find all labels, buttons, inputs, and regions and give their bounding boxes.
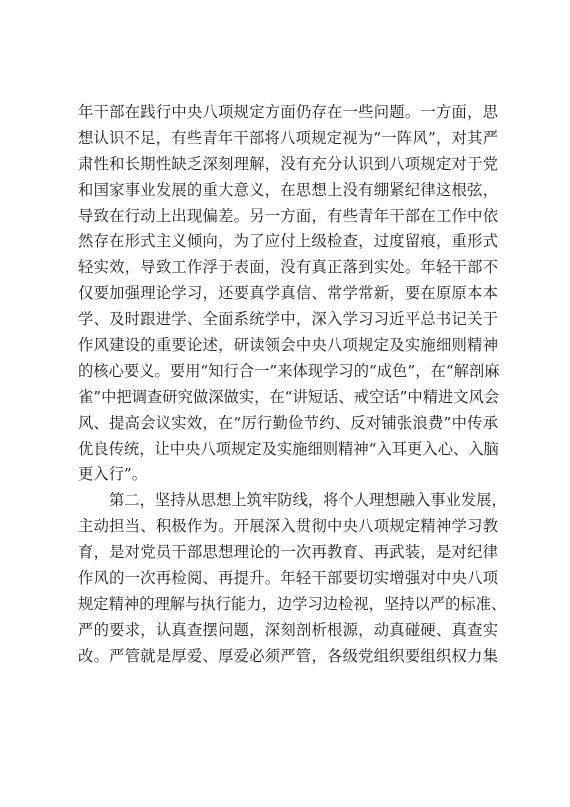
text-line: 第二，坚持从思想上筑牢防线，将个人理想融入事业发展，: [109, 491, 507, 510]
text-line: 肃性和长期性缺乏深刻理解，没有充分认识到八项规定对于党: [78, 154, 498, 173]
text-line: 学、及时跟进学、全面系统学中，深入学习习近平总书记关于: [78, 310, 498, 329]
text-line: 风、提高会议实效，在“厉行勤俭节约、反对铺张浪费”中传承: [78, 413, 498, 432]
text-line: 育，是对党员干部思想理论的一次再教育、再武装，是对纪律: [78, 543, 498, 562]
text-line: 的核心要义。要用“知行合一”来体现学习的“成色”，在“解剖麻: [78, 361, 500, 380]
text-line: 轻实效，导致工作浮于表面，没有真正落到实处。年轻干部不: [78, 258, 498, 277]
text-line: 改。严管就是厚爱、厚爱必须严管，各级党组织要组织权力集: [78, 646, 498, 665]
text-line: 仅要加强理论学习，还要真学真信、常学常新，要在原原本本: [78, 284, 498, 303]
text-line: 然存在形式主义倾向，为了应付上级检查，过度留痕，重形式: [78, 232, 498, 251]
text-line: 更入行”。: [78, 465, 148, 484]
text-line: 雀”中把调查研究做深做实，在“讲短话、戒空话”中精进文风会: [78, 387, 500, 406]
text-line: 严的要求，认真查摆问题，深刻剖析根源，动真碰硬、真查实: [78, 620, 498, 639]
text-line: 想认识不足，有些青年干部将八项规定视为“一阵风”，对其严: [78, 128, 498, 147]
body-text: [78, 100, 507, 670]
text-line: 规定精神的理解与执行能力，边学习边检视，坚持以严的标准、: [78, 594, 507, 613]
text-line: 作风建设的重要论述，研读领会中央八项规定及实施细则精神: [78, 336, 498, 355]
text-line: 主动担当、积极作为。开展深入贯彻中央八项规定精神学习教: [78, 517, 498, 536]
text-line: 作风的一次再检阅、再提升。年轻干部要切实增强对中央八项: [78, 569, 498, 588]
text-line: 导致在行动上出现偏差。另一方面，有些青年干部在工作中依: [78, 206, 498, 225]
text-line: 年干部在践行中央八项规定方面仍存在一些问题。一方面，思: [78, 103, 498, 121]
text-line: 优良传统，让中央八项规定及实施细则精神“入耳更入心、入脑: [78, 439, 499, 458]
text-line: 和国家事业发展的重大意义，在思想上没有绷紧纪律这根弦，: [78, 180, 498, 199]
